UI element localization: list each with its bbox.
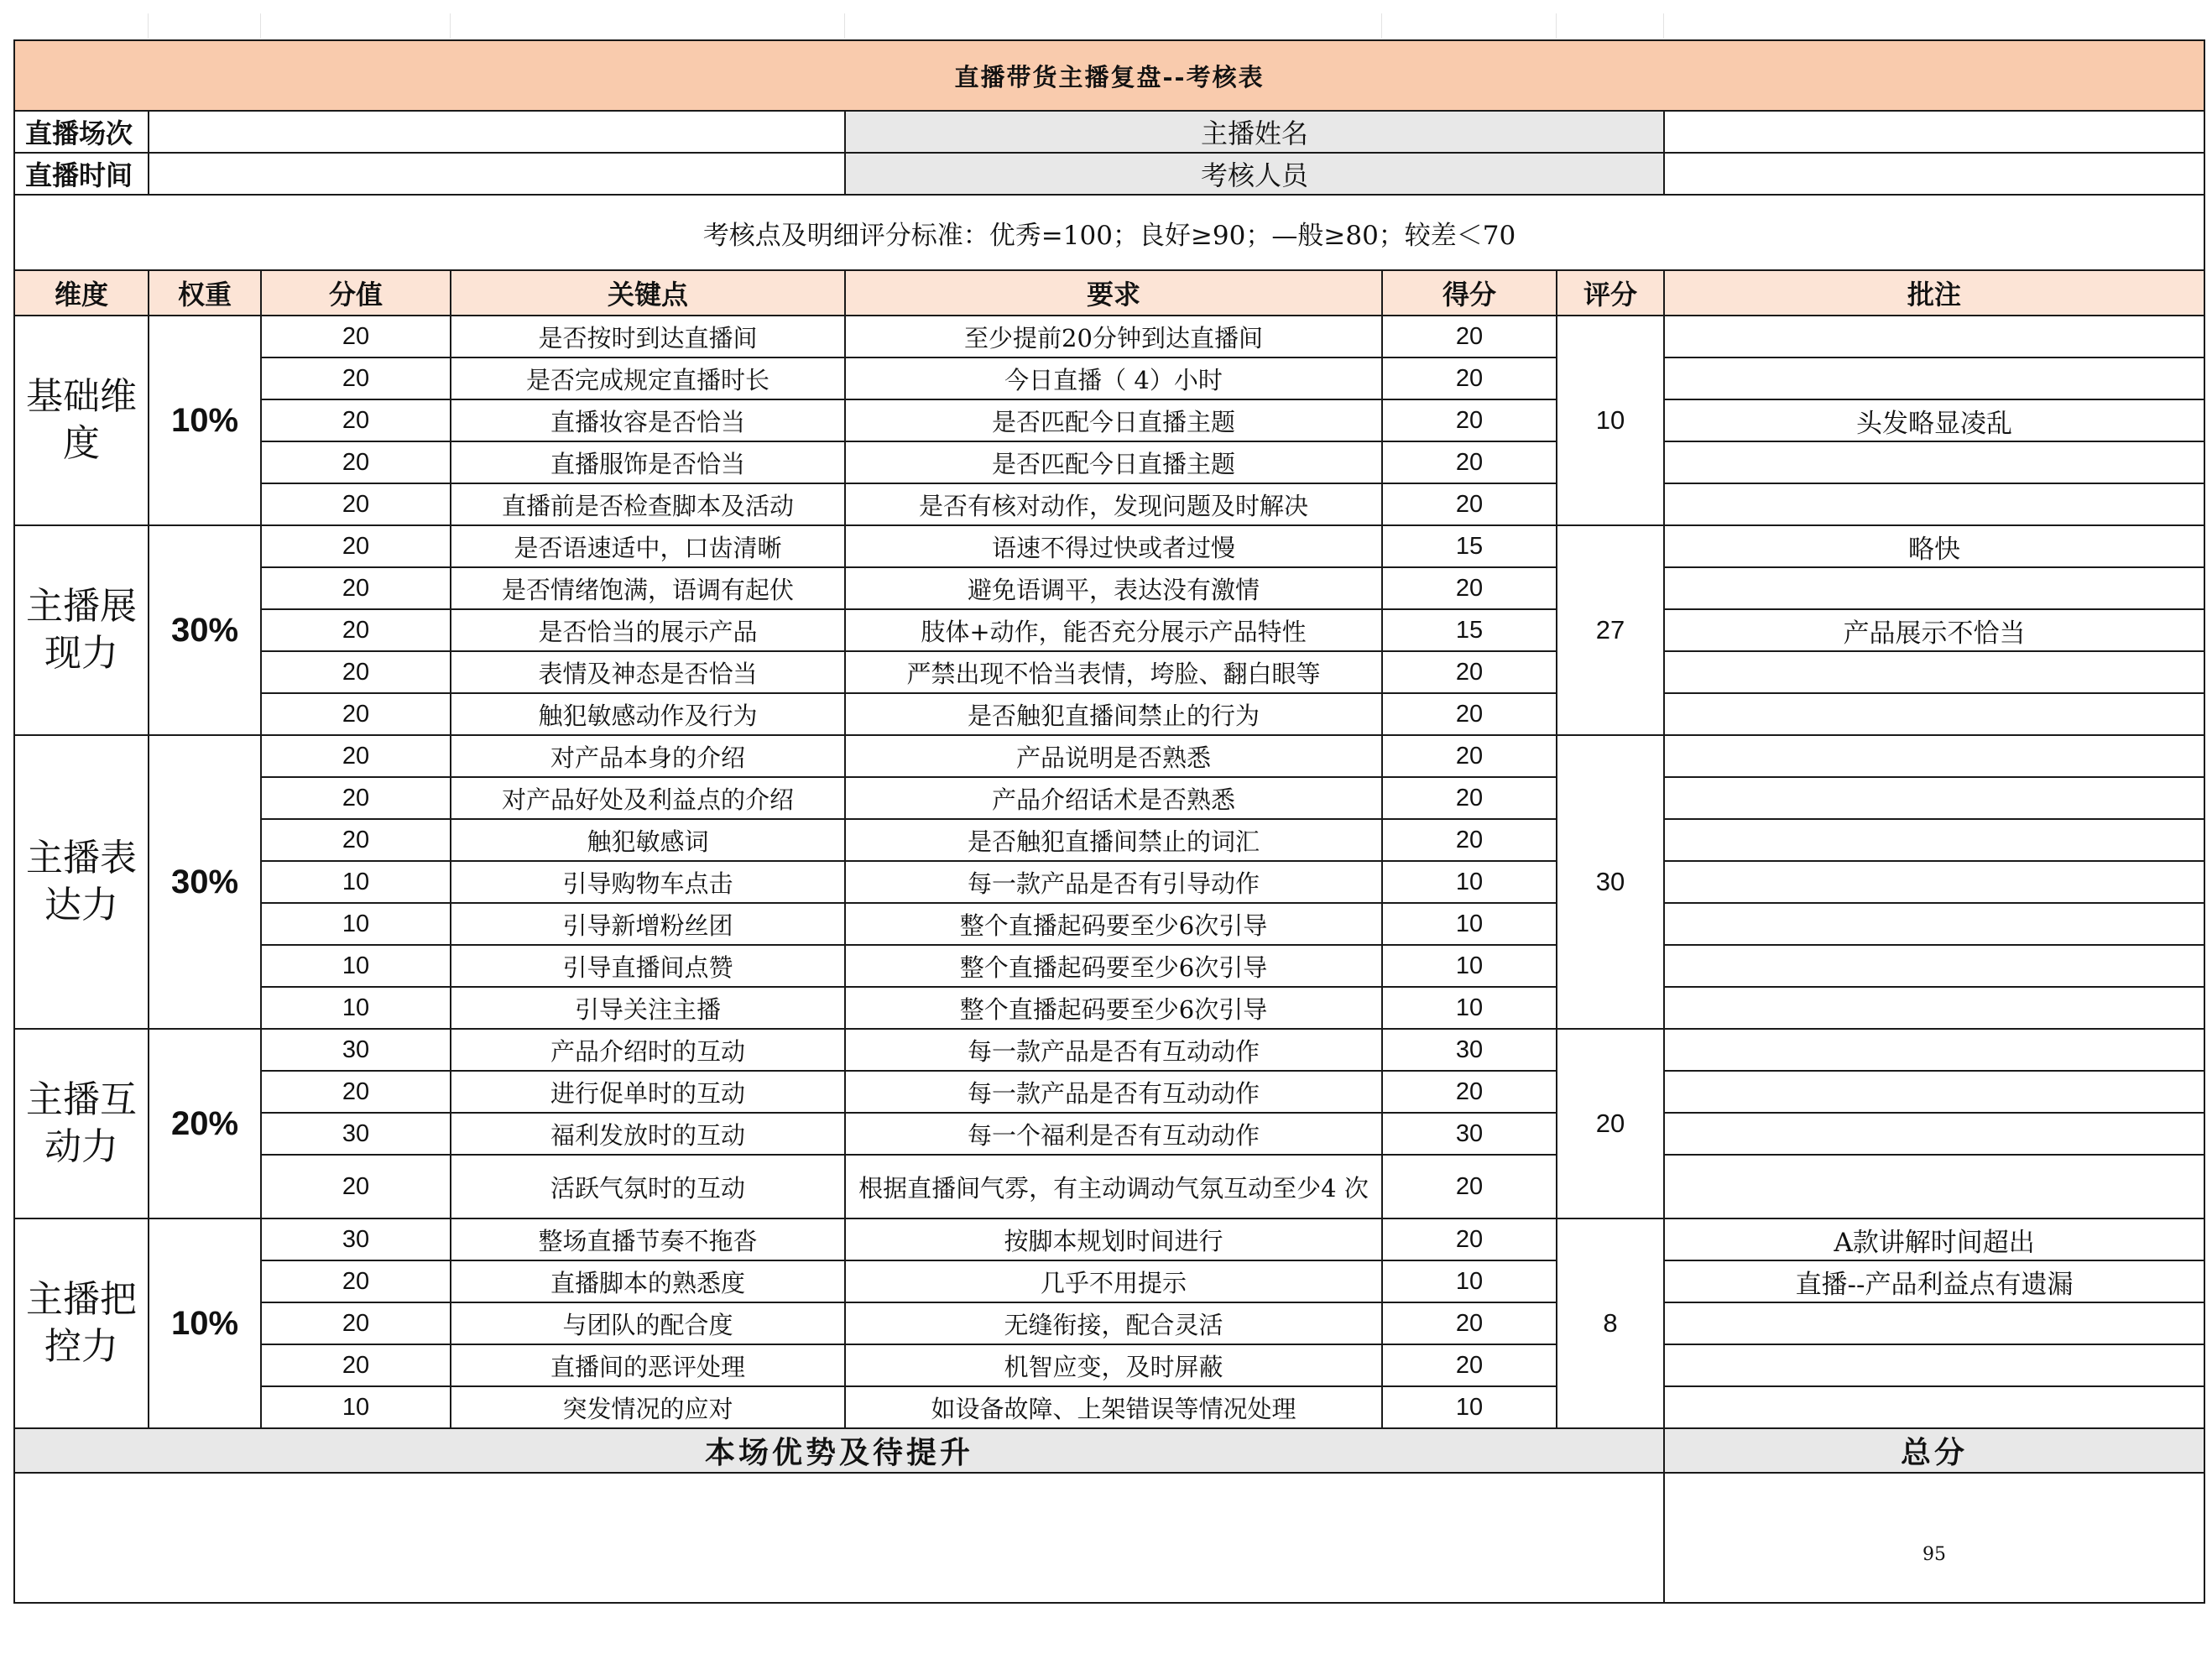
criteria-row [14,316,2204,357]
rating-cell[interactable]: 20 [1557,1029,1664,1218]
dimension-cell: 主播展现力 [14,525,149,735]
criteria-row [14,1344,2204,1386]
empty-top-row [13,13,2204,39]
score-cell[interactable]: 15 [1382,525,1557,567]
remark-cell[interactable] [1664,1386,2204,1428]
key-point-cell: 是否按时到达直播间 [451,316,845,357]
header-requirement: 要求 [845,270,1382,316]
requirement-cell: 至少提前20分钟到达直播间 [845,316,1382,357]
scoring-standard: 考核点及明细评分标准：优秀=100；良好≥90；—般≥80；较差＜70 [14,195,2204,270]
criteria-row [14,567,2204,609]
requirement-cell: 按脚本规划时间进行 [845,1218,1382,1260]
score-cell[interactable]: 20 [1382,1155,1557,1218]
sheet-title: 直播带货主播复盘--考核表 [14,40,2204,111]
score-cell[interactable]: 15 [1382,609,1557,651]
points-cell: 20 [261,1344,451,1386]
remark-cell[interactable] [1664,651,2204,693]
criteria-row [14,609,2204,651]
remark-cell[interactable] [1664,1344,2204,1386]
header-key-point: 关键点 [451,270,845,316]
anchor-name-label: 主播姓名 [845,111,1664,153]
spreadsheet [13,13,2204,1667]
score-cell[interactable]: 30 [1382,1029,1557,1071]
column-header-row [14,270,2204,316]
score-cell[interactable]: 10 [1382,861,1557,903]
requirement-cell: 每一款产品是否有引导动作 [845,861,1382,903]
criteria-row [14,441,2204,483]
key-point-cell: 触犯敏感动作及行为 [451,693,845,735]
criteria-row [14,357,2204,399]
time-input[interactable] [149,153,845,195]
key-point-cell: 直播妆容是否恰当 [451,399,845,441]
reviewer-label: 考核人员 [845,153,1664,195]
remark-cell[interactable] [1664,903,2204,945]
criteria-row [14,861,2204,903]
remark-cell[interactable]: 产品展示不恰当 [1664,609,2204,651]
key-point-cell: 表情及神态是否恰当 [451,651,845,693]
points-cell: 20 [261,316,451,357]
key-point-cell: 直播前是否检查脚本及活动 [451,483,845,525]
remark-cell[interactable] [1664,1113,2204,1155]
points-cell: 20 [261,399,451,441]
requirement-cell: 整个直播起码要至少6次引导 [845,903,1382,945]
remark-cell[interactable]: 头发略显凌乱 [1664,399,2204,441]
dimension-cell: 主播表达力 [14,735,149,1029]
remark-cell[interactable] [1664,777,2204,819]
score-cell[interactable]: 20 [1382,1218,1557,1260]
points-cell: 20 [261,1260,451,1302]
requirement-cell: 根据直播间气雰，有主动调动气氛互动至少4 次 [845,1155,1382,1218]
criteria-row [14,903,2204,945]
key-point-cell: 直播脚本的熟悉度 [451,1260,845,1302]
requirement-cell: 无缝衔接，配合灵活 [845,1302,1382,1344]
remark-cell[interactable] [1664,483,2204,525]
key-point-cell: 直播间的恶评处理 [451,1344,845,1386]
header-weight: 权重 [149,270,261,316]
points-cell: 20 [261,777,451,819]
remark-cell[interactable] [1664,357,2204,399]
key-point-cell: 是否情绪饱满，语调有起伏 [451,567,845,609]
criteria-row [14,1071,2204,1113]
remark-cell[interactable] [1664,1302,2204,1344]
reviewer-input[interactable] [1664,153,2204,195]
criteria-row [14,483,2204,525]
points-cell: 20 [261,609,451,651]
score-cell[interactable]: 10 [1382,903,1557,945]
criteria-row [14,1155,2204,1218]
points-cell: 30 [261,1218,451,1260]
criteria-row [14,1029,2204,1071]
criteria-row [14,399,2204,441]
requirement-cell: 产品介绍话术是否熟悉 [845,777,1382,819]
remark-cell[interactable] [1664,819,2204,861]
points-cell: 10 [261,861,451,903]
criteria-row [14,735,2204,777]
weight-cell: 30% [149,525,261,735]
key-point-cell: 引导新增粉丝团 [451,903,845,945]
rating-cell[interactable]: 8 [1557,1218,1664,1428]
requirement-cell: 是否有核对动作，发现问题及时解决 [845,483,1382,525]
score-cell[interactable]: 20 [1382,567,1557,609]
remark-cell[interactable]: 略快 [1664,525,2204,567]
rating-cell[interactable]: 30 [1557,735,1664,1029]
score-cell[interactable]: 20 [1382,1344,1557,1386]
points-cell: 10 [261,903,451,945]
score-cell[interactable]: 20 [1382,441,1557,483]
dimension-cell: 基础维度 [14,316,149,525]
requirement-cell: 每一款产品是否有互动动作 [845,1071,1382,1113]
points-cell: 10 [261,987,451,1029]
key-point-cell: 活跃气氛时的互动 [451,1155,845,1218]
key-point-cell: 对产品本身的介绍 [451,735,845,777]
score-cell[interactable]: 20 [1382,777,1557,819]
key-point-cell: 产品介绍时的互动 [451,1029,845,1071]
review-table [13,39,2205,1604]
requirement-cell: 是否触犯直播间禁止的词汇 [845,819,1382,861]
weight-cell: 10% [149,1218,261,1428]
criteria-row [14,1302,2204,1344]
remark-cell[interactable] [1664,987,2204,1029]
weight-cell: 30% [149,735,261,1029]
key-point-cell: 整场直播节奏不拖沓 [451,1218,845,1260]
requirement-cell: 肢体+动作，能否充分展示产品特性 [845,609,1382,651]
remark-cell[interactable] [1664,693,2204,735]
points-cell: 20 [261,441,451,483]
remark-cell[interactable] [1664,735,2204,777]
requirement-cell: 语速不得过快或者过慢 [845,525,1382,567]
key-point-cell: 与团队的配合度 [451,1302,845,1344]
points-cell: 20 [261,357,451,399]
header-score: 得分 [1382,270,1557,316]
score-cell[interactable]: 20 [1382,357,1557,399]
key-point-cell: 福利发放时的互动 [451,1113,845,1155]
points-cell: 20 [261,1302,451,1344]
score-cell[interactable]: 10 [1382,1386,1557,1428]
points-cell: 20 [261,1071,451,1113]
score-cell[interactable]: 20 [1382,819,1557,861]
requirement-cell: 如设备故障、上架错误等情况处理 [845,1386,1382,1428]
session-input[interactable] [149,111,845,153]
criteria-row [14,525,2204,567]
criteria-row [14,987,2204,1029]
key-point-cell: 是否语速适中，口齿清晰 [451,525,845,567]
key-point-cell: 引导直播间点赞 [451,945,845,987]
requirement-cell: 是否匹配今日直播主题 [845,441,1382,483]
requirement-cell: 避免语调平，表达没有激情 [845,567,1382,609]
key-point-cell: 引导购物车点击 [451,861,845,903]
remark-cell[interactable] [1664,316,2204,357]
key-point-cell: 触犯敏感词 [451,819,845,861]
anchor-name-input[interactable] [1664,111,2204,153]
remark-cell[interactable]: 直播--产品利益点有遗漏 [1664,1260,2204,1302]
requirement-cell: 整个直播起码要至少6次引导 [845,945,1382,987]
score-cell[interactable]: 20 [1382,399,1557,441]
points-cell: 20 [261,693,451,735]
header-dimension: 维度 [14,270,149,316]
criteria-row [14,1113,2204,1155]
score-cell[interactable]: 20 [1382,1071,1557,1113]
rating-cell[interactable]: 27 [1557,525,1664,735]
score-cell[interactable]: 20 [1382,316,1557,357]
weight-cell: 20% [149,1029,261,1218]
remark-cell[interactable] [1664,1155,2204,1218]
points-cell: 20 [261,819,451,861]
points-cell: 20 [261,651,451,693]
advantages-label: 本场优势及待提升 [14,1428,1664,1473]
points-cell: 20 [261,735,451,777]
criteria-row [14,693,2204,735]
header-points: 分值 [261,270,451,316]
session-label: 直播场次 [14,111,149,153]
criteria-row [14,1386,2204,1428]
weight-cell: 10% [149,316,261,525]
total-score[interactable]: 95 [1664,1473,2204,1603]
requirement-cell: 几乎不用提示 [845,1260,1382,1302]
score-cell[interactable]: 20 [1382,483,1557,525]
requirement-cell: 每一款产品是否有互动动作 [845,1029,1382,1071]
criteria-row [14,777,2204,819]
remark-cell[interactable]: A款讲解时间超出 [1664,1218,2204,1260]
score-cell[interactable]: 10 [1382,987,1557,1029]
key-point-cell: 是否完成规定直播时长 [451,357,845,399]
requirement-cell: 今日直播（ 4）小时 [845,357,1382,399]
time-label: 直播时间 [14,153,149,195]
points-cell: 30 [261,1029,451,1071]
header-remark: 批注 [1664,270,2204,316]
rating-cell[interactable]: 10 [1557,316,1664,525]
remark-cell[interactable] [1664,945,2204,987]
points-cell: 20 [261,1155,451,1218]
advantages-input[interactable] [14,1473,1664,1603]
score-cell[interactable]: 20 [1382,1302,1557,1344]
requirement-cell: 产品说明是否熟悉 [845,735,1382,777]
dimension-cell: 主播把控力 [14,1218,149,1428]
key-point-cell: 突发情况的应对 [451,1386,845,1428]
key-point-cell: 直播服饰是否恰当 [451,441,845,483]
total-label: 总分 [1664,1428,2204,1473]
points-cell: 30 [261,1113,451,1155]
header-rating: 评分 [1557,270,1664,316]
score-cell[interactable]: 10 [1382,945,1557,987]
remark-cell[interactable] [1664,1071,2204,1113]
points-cell: 20 [261,567,451,609]
criteria-row [14,945,2204,987]
requirement-cell: 整个直播起码要至少6次引导 [845,987,1382,1029]
requirement-cell: 是否匹配今日直播主题 [845,399,1382,441]
score-cell[interactable]: 10 [1382,1260,1557,1302]
requirement-cell: 机智应变，及时屏蔽 [845,1344,1382,1386]
remark-cell[interactable] [1664,567,2204,609]
key-point-cell: 对产品好处及利益点的介绍 [451,777,845,819]
points-cell: 20 [261,525,451,567]
score-cell[interactable]: 30 [1382,1113,1557,1155]
score-cell[interactable]: 20 [1382,651,1557,693]
remark-cell[interactable] [1664,441,2204,483]
score-cell[interactable]: 20 [1382,735,1557,777]
criteria-row [14,651,2204,693]
dimension-cell: 主播互动力 [14,1029,149,1218]
remark-cell[interactable] [1664,861,2204,903]
requirement-cell: 严禁出现不恰当表情，垮脸、翻白眼等 [845,651,1382,693]
points-cell: 20 [261,483,451,525]
criteria-row [14,819,2204,861]
key-point-cell: 是否恰当的展示产品 [451,609,845,651]
points-cell: 10 [261,1386,451,1428]
score-cell[interactable]: 20 [1382,693,1557,735]
key-point-cell: 进行促单时的互动 [451,1071,845,1113]
criteria-row [14,1218,2204,1260]
remark-cell[interactable] [1664,1029,2204,1071]
points-cell: 10 [261,945,451,987]
requirement-cell: 每一个福利是否有互动动作 [845,1113,1382,1155]
requirement-cell: 是否触犯直播间禁止的行为 [845,693,1382,735]
criteria-row [14,1260,2204,1302]
key-point-cell: 引导关注主播 [451,987,845,1029]
